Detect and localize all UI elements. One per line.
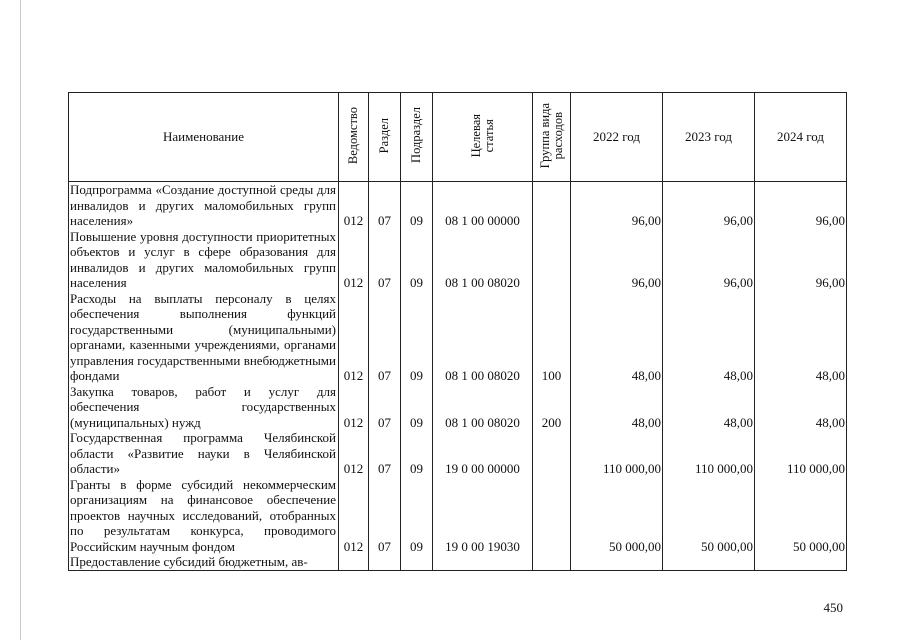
table-row bbox=[69, 477, 847, 555]
row-name: Закупка товаров, работ и услуг для обеспечения государственных (муниципальных) нужд bbox=[69, 384, 339, 431]
header-expense-group: Группа вида расходов bbox=[533, 93, 571, 182]
row-vedomstvo: 012 bbox=[339, 291, 369, 384]
row-target-article: 19 0 00 19030 bbox=[433, 477, 533, 555]
table-row bbox=[69, 384, 847, 431]
header-razdel: Раздел bbox=[369, 93, 401, 182]
row-expense-group bbox=[533, 554, 571, 570]
row-expense-group bbox=[533, 430, 571, 477]
row-name: Подпрограмма «Создание доступной среды для инвалидов и других маломобильных групп населения» bbox=[69, 182, 339, 229]
row-expense-group bbox=[533, 182, 571, 229]
row-razdel bbox=[369, 554, 401, 570]
row-2024: 50 000,00 bbox=[755, 477, 847, 555]
row-razdel: 07 bbox=[369, 229, 401, 291]
row-expense-group: 100 bbox=[533, 291, 571, 384]
row-razdel: 07 bbox=[369, 384, 401, 431]
row-target-article: 08 1 00 08020 bbox=[433, 384, 533, 431]
row-2024: 110 000,00 bbox=[755, 430, 847, 477]
header-target-article: Целевая статья bbox=[433, 93, 533, 182]
row-target-article: 08 1 00 00000 bbox=[433, 182, 533, 229]
row-2022: 48,00 bbox=[571, 384, 663, 431]
header-vedomstvo: Ведомство bbox=[339, 93, 369, 182]
row-2022 bbox=[571, 554, 663, 570]
row-expense-group bbox=[533, 229, 571, 291]
row-name: Предоставление субсидий бюджетным, ав- bbox=[69, 554, 339, 570]
row-2023 bbox=[663, 554, 755, 570]
row-2022: 110 000,00 bbox=[571, 430, 663, 477]
row-2024: 96,00 bbox=[755, 182, 847, 229]
row-name: Расходы на выплаты персоналу в целях обеспечения выполнения функций государственными (муниципальными) органами, казенными учреждениями, органами управления государственными внебюджетными фондами bbox=[69, 291, 339, 384]
row-2023: 110 000,00 bbox=[663, 430, 755, 477]
row-name: Гранты в форме субсидий некоммерческим организациям на финансовое обеспечение проектов научных исследований, отобранных по результатам конкурса, проводимого Российским научным фондом bbox=[69, 477, 339, 555]
row-2022: 96,00 bbox=[571, 229, 663, 291]
header-year-2022: 2022 год bbox=[571, 93, 663, 182]
row-vedomstvo bbox=[339, 554, 369, 570]
row-name: Повышение уровня доступности приоритетных объектов и услуг в сфере образования для инвалидов и других маломобильных групп населения bbox=[69, 229, 339, 291]
row-vedomstvo: 012 bbox=[339, 477, 369, 555]
row-podrazdel bbox=[401, 554, 433, 570]
table-row bbox=[69, 182, 847, 229]
row-target-article: 08 1 00 08020 bbox=[433, 229, 533, 291]
table-row bbox=[69, 291, 847, 384]
row-podrazdel: 09 bbox=[401, 384, 433, 431]
row-vedomstvo: 012 bbox=[339, 229, 369, 291]
header-name: Наименование bbox=[69, 93, 339, 182]
row-target-article: 08 1 00 08020 bbox=[433, 291, 533, 384]
row-vedomstvo: 012 bbox=[339, 430, 369, 477]
row-2023: 48,00 bbox=[663, 384, 755, 431]
row-2024: 48,00 bbox=[755, 384, 847, 431]
row-target-article bbox=[433, 554, 533, 570]
scan-margin-line bbox=[20, 0, 21, 640]
row-podrazdel: 09 bbox=[401, 430, 433, 477]
row-razdel: 07 bbox=[369, 477, 401, 555]
row-podrazdel: 09 bbox=[401, 182, 433, 229]
page-number: 450 bbox=[823, 600, 843, 615]
row-2023: 96,00 bbox=[663, 182, 755, 229]
row-name: Государственная программа Челябинской области «Развитие науки в Челябинской области» bbox=[69, 430, 339, 477]
row-2024: 96,00 bbox=[755, 229, 847, 291]
row-2022: 50 000,00 bbox=[571, 477, 663, 555]
row-2022: 96,00 bbox=[571, 182, 663, 229]
row-2024: 48,00 bbox=[755, 291, 847, 384]
row-2023: 48,00 bbox=[663, 291, 755, 384]
row-vedomstvo: 012 bbox=[339, 384, 369, 431]
row-podrazdel: 09 bbox=[401, 229, 433, 291]
row-expense-group: 200 bbox=[533, 384, 571, 431]
table-row bbox=[69, 430, 847, 477]
table-row bbox=[69, 554, 847, 570]
row-2022: 48,00 bbox=[571, 291, 663, 384]
row-2023: 96,00 bbox=[663, 229, 755, 291]
row-2024 bbox=[755, 554, 847, 570]
row-podrazdel: 09 bbox=[401, 291, 433, 384]
row-podrazdel: 09 bbox=[401, 477, 433, 555]
row-razdel: 07 bbox=[369, 430, 401, 477]
row-vedomstvo: 012 bbox=[339, 182, 369, 229]
header-year-2024: 2024 год bbox=[755, 93, 847, 182]
table-row bbox=[69, 229, 847, 291]
header-podrazdel: Подраздел bbox=[401, 93, 433, 182]
row-2023: 50 000,00 bbox=[663, 477, 755, 555]
table-header-row bbox=[69, 93, 847, 182]
row-expense-group bbox=[533, 477, 571, 555]
row-target-article: 19 0 00 00000 bbox=[433, 430, 533, 477]
budget-table bbox=[68, 92, 847, 571]
row-razdel: 07 bbox=[369, 182, 401, 229]
row-razdel: 07 bbox=[369, 291, 401, 384]
header-year-2023: 2023 год bbox=[663, 93, 755, 182]
